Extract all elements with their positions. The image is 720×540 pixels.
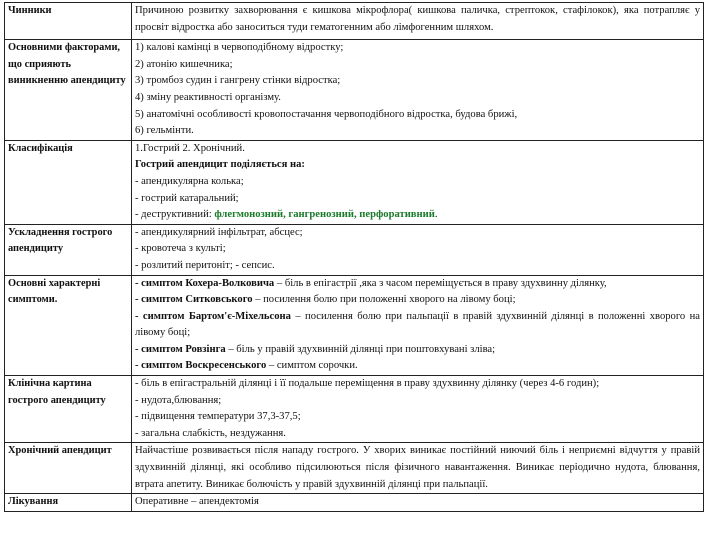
list-item: 4) зміну реактивності організму. (135, 91, 281, 103)
symptom-text: – посилення болю при положенні хворого на лівому боці; (252, 294, 516, 306)
row-label: Лікування (5, 494, 132, 512)
table-row-causes (5, 3, 704, 40)
row-label: Клінічна картина гострого апендициту (5, 376, 132, 443)
symptom-text: – біль у правій здухвинній ділянці при поштовхувані зліва; (225, 343, 496, 355)
list-item: - біль в епігастральній ділянці і її подальше переміщення в праву здухвинну ділянку (через 4-6 годин); (135, 378, 600, 390)
list-item: - нудота,блювання; (135, 394, 222, 406)
symptom-item (135, 309, 700, 342)
appendicitis-table (4, 2, 704, 512)
classification-heading: Гострий апендицит поділяється на: (135, 159, 305, 171)
row-label: Класифікація (5, 140, 132, 224)
list-item: 6) гельмінти. (135, 125, 194, 137)
row-content (132, 140, 704, 224)
table-row-symptoms (5, 275, 704, 376)
row-content (132, 275, 704, 376)
list-item: - загальна слабкість, нездужання. (135, 427, 286, 439)
symptom-text: – біль в епігастрії ,яка з часом переміщується в праву здухвинну ділянку, (274, 277, 607, 289)
list-item: - розлитий перитоніт; - сепсис. (135, 259, 275, 271)
symptom-name: - симптом Воскресенського (135, 360, 267, 372)
destructive-types: флегмонозний, гангренозний, перфоративний (214, 209, 435, 221)
row-content (132, 376, 704, 443)
symptom-text: – посилення болю при пальпації в правій здухвинній ділянці в положенні хворого на лівому боці; (135, 310, 700, 339)
list-item: - апендикулярний інфільтрат, абсцес; (135, 226, 303, 238)
row-label: Основні характерні симптоми. (5, 275, 132, 376)
list-item: - кровотеча з культі; (135, 243, 226, 255)
destructive-prefix: - деструктивний: (135, 209, 215, 221)
row-content: Оперативне – апендектомія (132, 494, 704, 512)
table-row-chronic (5, 443, 704, 494)
classification-types: 1.Гострий 2. Хронічний. (135, 142, 245, 154)
list-item: 2) атонію кишечника; (135, 58, 233, 70)
row-content: Найчастіше розвивається після нападу гострого. У хворих виникає постійний ниючий біль і неприємні відчуття у правій здухвинній ділянці, які особливо підсилюються після фізичного навантаження. Виникає періодично нудота, блювання, втрата апетиту. Виникає болючість у правій здухвинній ділянці при пальпації. (132, 443, 704, 494)
list-item: 3) тромбоз судин і гангрену стінки відростка; (135, 75, 341, 87)
symptom-name: - симптом Ситковського (135, 294, 253, 306)
row-content (132, 40, 704, 141)
row-label: Чинники (5, 3, 132, 40)
row-label: Основними факторами, що сприяють виникненню апендициту (5, 40, 132, 141)
table-row-classification (5, 140, 704, 224)
symptom-item (135, 358, 700, 375)
symptom-item (135, 276, 700, 293)
row-content: Причиною розвитку захворювання є кишкова мікрофлора( кишкова паличка, стрептокок, стафілокок), яка потрапляє у просвіт відростка або заноситься туди гематогенним або лімфогенним шляхом. (132, 3, 704, 40)
list-item: - підвищення температури 37,3-37,5; (135, 411, 301, 423)
list-item: 5) анатомічні особливості кровопостачання червоподібного відростка, будова брижі, (135, 108, 518, 120)
symptom-name: - симптом Бартом'є-Міхельсона (135, 310, 291, 322)
row-label: Хронічний апендицит (5, 443, 132, 494)
row-label: Ускладнення гострого апендициту (5, 224, 132, 275)
symptom-text: – симптом сорочки. (266, 360, 358, 372)
symptom-name: - симптом Кохера-Волковича (135, 277, 275, 289)
list-item: 1) калові камінці в червоподібному відростку; (135, 42, 344, 54)
list-item: - гострий катаральний; (135, 192, 239, 204)
table-row-factors (5, 40, 704, 141)
list-item (135, 207, 700, 224)
row-content (132, 224, 704, 275)
table-row-treatment (5, 494, 704, 512)
symptom-item (135, 292, 700, 309)
list-item: - апендикулярна колька; (135, 175, 244, 187)
table-row-complications (5, 224, 704, 275)
symptom-name: - симптом Ровзінга (135, 343, 226, 355)
table-row-clinical (5, 376, 704, 443)
symptom-item (135, 342, 700, 359)
destructive-suffix: . (434, 209, 438, 221)
